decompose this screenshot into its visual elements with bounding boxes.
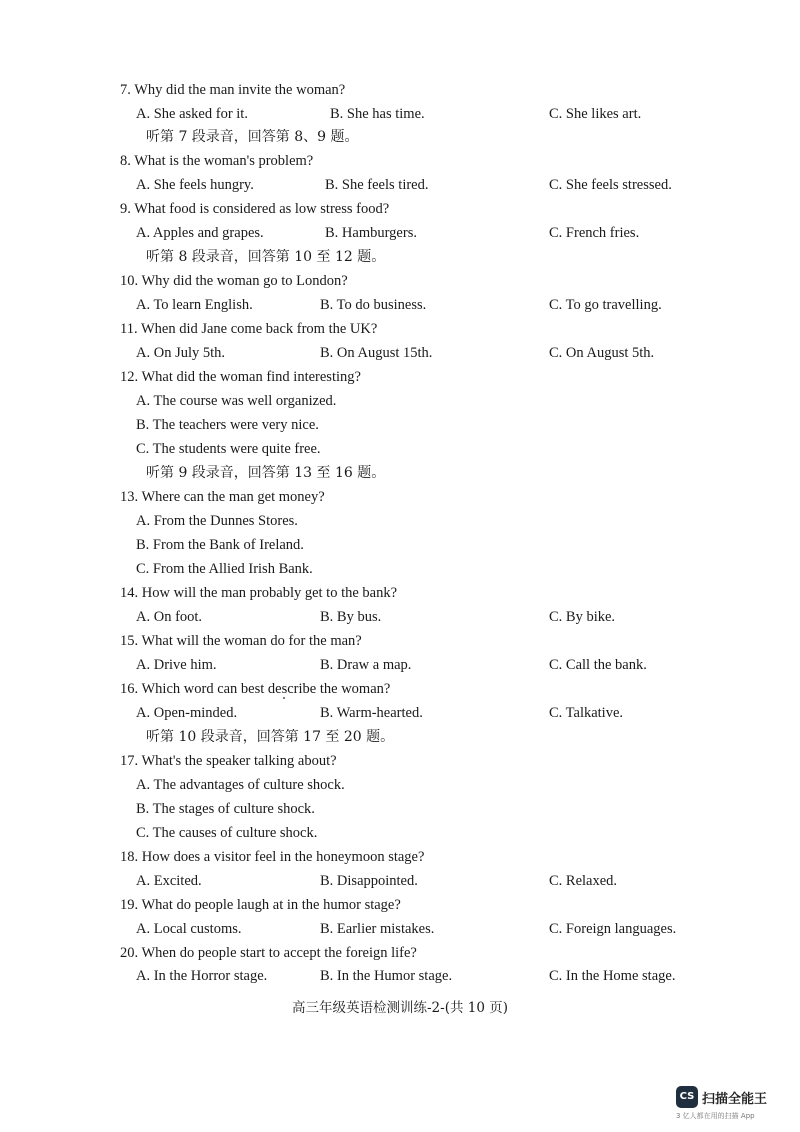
question-18-option-b: B. Disappointed. xyxy=(320,873,418,889)
scanner-watermark xyxy=(676,1086,786,1122)
question-11-option-a: A. On July 5th. xyxy=(136,345,226,361)
question-16-stem: 16. Which word can best describe the woman? xyxy=(120,681,391,697)
camscanner-logo-icon: CS xyxy=(676,1086,698,1108)
question-11-option-c: C. On August 5th. xyxy=(549,345,655,361)
question-18-option-a: A. Excited. xyxy=(136,873,202,889)
question-8-option-b: B. She feels tired. xyxy=(325,177,429,193)
question-10-stem: 10. Why did the woman go to London? xyxy=(120,273,348,289)
watermark-app-name: 扫描全能王 xyxy=(702,1092,768,1107)
section-8-instruction: 听第 8 段录音，回答第 10 至 12 题。 xyxy=(146,249,386,265)
question-17-option-a: A. The advantages of culture shock. xyxy=(136,777,345,793)
question-13-option-b: B. From the Bank of Ireland. xyxy=(136,537,304,553)
question-20-option-b: B. In the Humor stage. xyxy=(320,968,453,984)
question-16-option-c: C. Talkative. xyxy=(549,705,624,721)
question-20-option-c: C. In the Home stage. xyxy=(549,968,676,984)
question-12-option-c: C. The students were quite free. xyxy=(136,441,321,457)
question-14-option-a: A. On foot. xyxy=(136,609,203,625)
question-15-option-c: C. Call the bank. xyxy=(549,657,647,673)
question-11-option-b: B. On August 15th. xyxy=(320,345,433,361)
section-7-instruction: 听第 7 段录音，回答第 8、9 题。 xyxy=(146,129,359,145)
question-18-stem: 18. How does a visitor feel in the honeymoon stage? xyxy=(120,849,425,865)
question-19-stem: 19. What do people laugh at in the humor stage? xyxy=(120,897,401,913)
page-footer: 高三年级英语检测训练-2-(共 10 页) xyxy=(291,1000,508,1016)
question-17-option-b: B. The stages of culture shock. xyxy=(136,801,315,817)
section-9-instruction: 听第 9 段录音，回答第 13 至 16 题。 xyxy=(146,465,386,481)
question-7-option-b: B. She has time. xyxy=(330,106,425,122)
question-11-stem: 11. When did Jane come back from the UK? xyxy=(120,321,378,337)
question-13-stem: 13. Where can the man get money? xyxy=(120,489,325,505)
question-14-option-c: C. By bike. xyxy=(549,609,616,625)
question-7-option-a: A. She asked for it. xyxy=(136,106,248,122)
question-10-option-c: C. To go travelling. xyxy=(549,297,662,313)
question-7-stem: 7. Why did the man invite the woman? xyxy=(120,82,346,98)
question-16-option-b: B. Warm-hearted. xyxy=(320,705,423,721)
question-9-option-b: B. Hamburgers. xyxy=(325,225,417,241)
question-14-stem: 14. How will the man probably get to the bank? xyxy=(120,585,398,601)
question-8-option-a: A. She feels hungry. xyxy=(136,177,254,193)
question-10-option-b: B. To do business. xyxy=(320,297,427,313)
question-13-option-a: A. From the Dunnes Stores. xyxy=(136,513,298,529)
question-8-option-c: C. She feels stressed. xyxy=(549,177,672,193)
question-12-option-b: B. The teachers were very nice. xyxy=(136,417,319,433)
question-10-option-a: A. To learn English. xyxy=(136,297,253,313)
question-17-option-c: C. The causes of culture shock. xyxy=(136,825,318,841)
question-19-option-c: C. Foreign languages. xyxy=(549,921,677,937)
question-15-option-a: A. Drive him. xyxy=(136,657,217,673)
question-12-option-a: A. The course was well organized. xyxy=(136,393,337,409)
question-20-option-a: A. In the Horror stage. xyxy=(136,968,268,984)
question-15-option-b: B. Draw a map. xyxy=(320,657,412,673)
question-13-option-c: C. From the Allied Irish Bank. xyxy=(136,561,313,577)
section-10-instruction: 听第 10 段录音，回答第 17 至 20 题。 xyxy=(146,729,395,745)
watermark-tagline: 3 亿人都在用的扫描 App xyxy=(676,1112,755,1120)
question-16-option-a: A. Open-minded. xyxy=(136,705,238,721)
question-19-option-a: A. Local customs. xyxy=(136,921,242,937)
question-8-stem: 8. What is the woman's problem? xyxy=(120,153,314,169)
question-7-option-c: C. She likes art. xyxy=(549,106,642,122)
question-18-option-c: C. Relaxed. xyxy=(549,873,618,889)
scan-speck xyxy=(283,697,285,699)
question-9-option-c: C. French fries. xyxy=(549,225,640,241)
question-12-stem: 12. What did the woman find interesting? xyxy=(120,369,361,385)
question-14-option-b: B. By bus. xyxy=(320,609,382,625)
question-9-option-a: A. Apples and grapes. xyxy=(136,225,264,241)
question-9-stem: 9. What food is considered as low stress food? xyxy=(120,201,390,217)
question-19-option-b: B. Earlier mistakes. xyxy=(320,921,435,937)
question-17-stem: 17. What's the speaker talking about? xyxy=(120,753,337,769)
question-15-stem: 15. What will the woman do for the man? xyxy=(120,633,362,649)
question-20-stem: 20. When do people start to accept the foreign life? xyxy=(120,945,417,961)
